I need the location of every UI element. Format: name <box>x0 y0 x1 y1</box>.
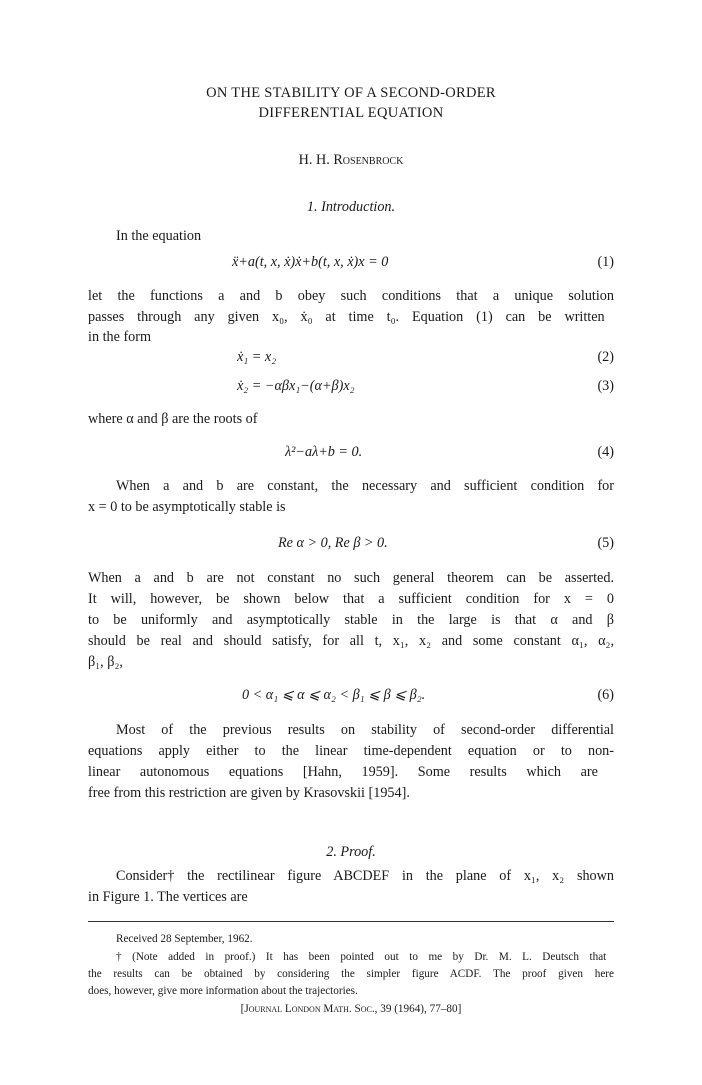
paragraph-line <box>88 763 614 781</box>
equation-4: λ²−aλ+b = 0. <box>285 444 363 460</box>
paragraph-line <box>88 590 614 608</box>
equation-1: ẍ+a(t, x, ẋ)ẋ+b(t, x, ẋ)x = 0 <box>232 254 389 270</box>
journal-citation: [Journal London Math. Soc., 39 (1964), 77–80] <box>240 1003 462 1015</box>
line-text: linear autonomous equations [Hahn, 1959]. Some results which are <box>88 764 598 780</box>
section-2-title: 2. Proof. <box>326 844 376 860</box>
line-text: It will, however, be shown below that a sufficient condition for x = 0 <box>88 591 614 607</box>
paragraph-line <box>88 742 614 760</box>
equation-number-3: (3) <box>597 378 614 394</box>
paragraph-line: in the form <box>88 329 152 345</box>
equation-number-2: (2) <box>597 349 614 365</box>
line-text: should be real and should satisfy, for all t, x₁, x₂ and some constant α₁, α₂, <box>88 633 614 649</box>
equation-number-1: (1) <box>597 254 614 270</box>
footnote-received: Received 28 September, 1962. <box>116 933 253 945</box>
paragraph-line <box>88 611 614 629</box>
paragraph-line <box>88 308 614 326</box>
line-text: let the functions a and b obey such conditions that a unique solution <box>88 288 614 304</box>
section-heading-proof <box>88 843 614 861</box>
section-heading-introduction <box>88 198 614 216</box>
footnote-line: does, however, give more information about the trajectories. <box>88 985 358 997</box>
section-1-title: 1. Introduction. <box>306 199 396 215</box>
paragraph-line <box>88 632 614 650</box>
paragraph-line: x = 0 to be asymptotically stable is <box>88 499 286 515</box>
paragraph-line <box>88 569 614 587</box>
footnote-line <box>88 949 614 966</box>
equation-number-5: (5) <box>597 535 614 551</box>
paragraph-line <box>88 287 614 305</box>
paragraph-line <box>88 721 614 739</box>
line-text: Most of the previous results on stability of second-order differential <box>116 722 614 738</box>
equation-3: ẋ₂ = −αβx₁−(α+β)x₂ <box>237 378 355 394</box>
line-text: Consider† the rectilinear figure ABCDEF in the plane of x₁, x₂ shown <box>116 868 614 884</box>
author: H. H. Rosenbrock <box>298 152 404 168</box>
paragraph-line <box>88 477 614 495</box>
equation-number-6: (6) <box>597 687 614 703</box>
line-text: to be uniformly and asymptotically stable in the large is that α and β <box>88 612 614 628</box>
paragraph-line: β₁, β₂, <box>88 654 123 670</box>
footnote-divider <box>88 921 614 922</box>
equation-6: 0 < α₁ ⩽ α ⩽ α₂ < β₁ ⩽ β ⩽ β₂. <box>242 687 426 703</box>
paragraph-line: free from this restriction are given by Krasovskii [1954]. <box>88 785 410 801</box>
title-line-1: ON THE STABILITY OF A SECOND-ORDER <box>206 85 496 101</box>
title-line-2: DIFFERENTIAL EQUATION <box>258 105 444 121</box>
line-text: equations apply either to the linear time-dependent equation or to non- <box>88 743 614 759</box>
line-text: When a and b are not constant no such general theorem can be asserted. <box>88 570 614 586</box>
equation-5: Re α > 0, Re β > 0. <box>278 535 388 551</box>
paragraph-line: where α and β are the roots of <box>88 411 258 427</box>
line-text: the results can be obtained by considering the simpler figure ACDF. The proof given here <box>88 968 614 980</box>
equation-number-4: (4) <box>597 444 614 460</box>
line-text: † (Note added in proof.) It has been pointed out to me by Dr. M. L. Deutsch that <box>116 951 607 963</box>
paragraph-line: In the equation <box>116 228 202 244</box>
paragraph-line: in Figure 1. The vertices are <box>88 889 248 905</box>
line-text: passes through any given x₀, ẋ₀ at time t₀. Equation (1) can be written <box>88 309 605 325</box>
footnote-line <box>88 966 614 983</box>
line-text: When a and b are constant, the necessary and sufficient condition for <box>116 478 614 494</box>
equation-2: ẋ₁ = x₂ <box>237 349 277 365</box>
paragraph-line <box>88 867 614 885</box>
